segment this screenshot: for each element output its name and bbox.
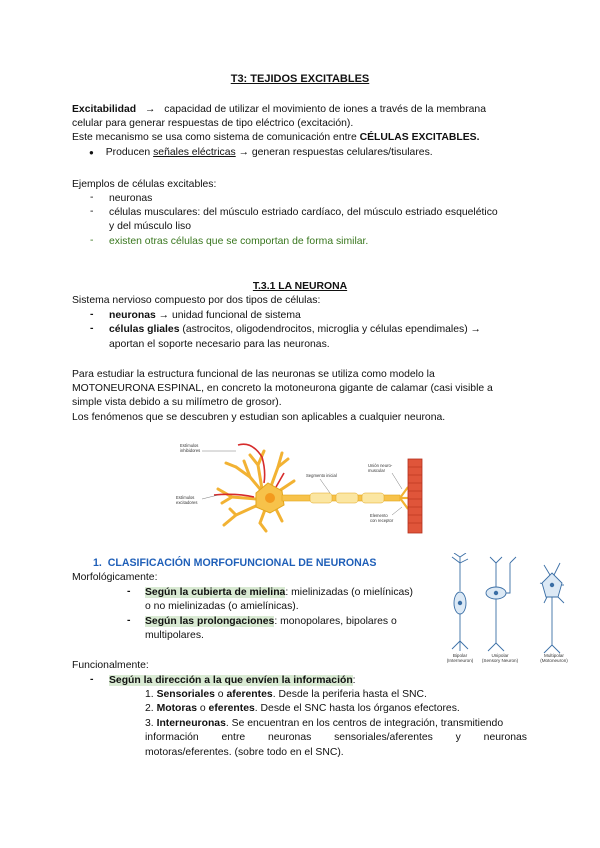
interneuron-item <box>145 717 503 731</box>
myelin-bold: Según la cubierta de mielina <box>145 587 286 598</box>
label-multipolar: Multipolar <box>544 653 564 658</box>
morphology-label: Morfológicamente: <box>72 572 158 583</box>
myelin-item <box>145 586 413 600</box>
glia-line-2: aportan el soporte necesario para las neuronas. <box>109 339 330 350</box>
paragraph-line: MOTONEURONA ESPINAL, en concreto la motoneurona gigante de calamar (casi visible a <box>72 383 493 394</box>
glia-bold: células gliales <box>109 324 180 335</box>
dash-icon: - <box>127 586 131 597</box>
efferent-bold: eferentes <box>208 703 255 714</box>
sensory-bold: Sensoriales <box>156 689 215 700</box>
neuron-type-labels <box>447 653 569 663</box>
motor-number: 2. <box>145 703 154 714</box>
motor-bold: Motoras <box>156 703 197 714</box>
mechanism-bold: CÉLULAS EXCITABLES. <box>359 132 480 143</box>
dash-icon: - <box>90 674 94 685</box>
section-heading-clasificacion: 1. CLASIFICACIÓN MORFOFUNCIONAL DE NEURONAS <box>93 557 377 569</box>
interneuron-number: 3. <box>145 718 154 729</box>
paragraph-line: Los fenómenos que se descubren y estudian son aplicables a cualquier neurona. <box>72 412 446 423</box>
label-inhibitory: Estímulos <box>180 443 199 448</box>
myelin-rest: : mielinizadas (o mielínicas) <box>285 587 413 598</box>
label-union: Unión neuro- <box>368 463 393 468</box>
dash-icon: - <box>90 309 94 320</box>
dash-icon: - <box>127 615 131 626</box>
paragraph-line: simple vista debido a su milímetro de grosor). <box>72 397 282 408</box>
produce-bullet-item <box>89 146 433 160</box>
excitability-term: Excitabilidad <box>72 104 137 115</box>
label-union-2: muscular <box>368 468 385 473</box>
sensory-number: 1. <box>145 689 154 700</box>
paragraph-line: Para estudiar la estructura funcional de las neuronas se utiliza como modelo la <box>72 369 435 380</box>
direction-item <box>109 674 356 688</box>
afferent-bold: aferentes <box>226 689 273 700</box>
sensory-or: o <box>217 689 224 700</box>
functional-label: Funcionalmente: <box>72 660 149 671</box>
label-axon: Segmento inicial <box>306 473 337 478</box>
label-inhibitory-2: inhibidores <box>180 448 201 453</box>
example-item: células musculares: del músculo estriado cardíaco, del músculo estriado esquelético <box>109 207 498 218</box>
dash-icon: - <box>90 206 94 217</box>
mechanism-line <box>72 131 480 145</box>
prolongation-item <box>145 615 397 629</box>
motor-item <box>145 702 460 716</box>
nucleus <box>265 493 275 503</box>
dash-icon: - <box>90 323 94 334</box>
figure-background <box>170 437 435 535</box>
example-item-green: existen otras células que se comportan de forma similar. <box>109 236 369 247</box>
example-item: neuronas <box>109 193 153 204</box>
glia-rest: (astrocitos, oligodendrocitos, microglia y células ependimales) → <box>182 324 481 335</box>
label-excitatory-2: excitadores <box>176 500 198 505</box>
neuron-types-figure <box>440 553 584 663</box>
myelin-line-2: o no mielinizadas (o amielínicas). <box>145 601 299 612</box>
myelin-sheaths <box>310 493 384 503</box>
mechanism-text: Este mecanismo se usa como sistema de comunicación entre <box>72 132 357 143</box>
produce-rest: → generan respuestas celulares/tisulares. <box>238 147 433 158</box>
muscle-fiber <box>408 459 422 533</box>
neuronas-rest: → unidad funcional de sistema <box>158 310 301 321</box>
page-title: T3: TEJIDOS EXCITABLES <box>230 73 370 85</box>
sensory-item <box>145 688 427 702</box>
prolongation-rest: : monopolares, bipolares o <box>274 616 397 627</box>
direction-bold: Según la dirección a la que envíen la información <box>109 675 353 686</box>
dash-icon: - <box>90 192 94 203</box>
dash-icon: - <box>90 235 94 246</box>
label-excitatory: Estímulos <box>176 495 195 500</box>
motoneuron-figure <box>170 437 435 535</box>
label-unipolar-2: (Sensory Neuron) <box>481 658 519 663</box>
neuronas-bold: neuronas <box>109 310 156 321</box>
label-multipolar-2: (Motoneuron) <box>540 658 568 663</box>
label-effector: Elemento <box>370 513 388 518</box>
label-unipolar: Unipolar <box>491 653 509 658</box>
motor-rest: . Desde el SNC hasta los órganos efectores. <box>254 703 460 714</box>
motor-or: o <box>199 703 206 714</box>
produce-prefix: Producen <box>105 147 151 158</box>
glia-item <box>109 323 481 337</box>
arrow: → <box>145 104 156 115</box>
interneuron-line-2: información entre neuronas sensoriales/aferentes y neuronas <box>145 732 527 743</box>
signals-underlined: señales eléctricas <box>153 147 236 158</box>
interneuron-line-3: motoras/eferentes. (sobre todo en el SNC). <box>145 747 344 758</box>
prolongation-line-2: multipolares. <box>145 630 204 641</box>
prolongation-bold: Según las prolongaciones <box>145 616 275 627</box>
neuron-outlines <box>452 553 564 653</box>
neurona-intro: Sistema nervioso compuesto por dos tipos de células: <box>72 295 321 306</box>
sensory-rest: . Desde la periferia hasta el SNC. <box>272 689 427 700</box>
label-bipolar-2: (Interneuron) <box>446 658 474 663</box>
excitability-line-1 <box>72 103 486 117</box>
neurona-item <box>109 309 301 323</box>
direction-colon: : <box>352 675 356 686</box>
examples-heading: Ejemplos de células excitables: <box>72 179 217 190</box>
excitability-def-2: celular para generar respuestas de tipo eléctrico (excitación). <box>72 118 354 129</box>
label-effector-2: con receptor <box>370 518 394 523</box>
interneuron-bold: Interneuronas <box>156 718 226 729</box>
excitability-def: capacidad de utilizar el movimiento de iones a través de la membrana <box>164 104 486 115</box>
interneuron-rest: . Se encuentran en los centros de integración, transmitiendo <box>225 718 504 729</box>
example-item-cont: y del músculo liso <box>109 221 192 232</box>
label-bipolar: Bipolar <box>452 653 468 658</box>
section-heading-neurona: T.3.1 LA NEURONA <box>252 281 348 292</box>
bullet-icon: ● <box>89 148 94 157</box>
